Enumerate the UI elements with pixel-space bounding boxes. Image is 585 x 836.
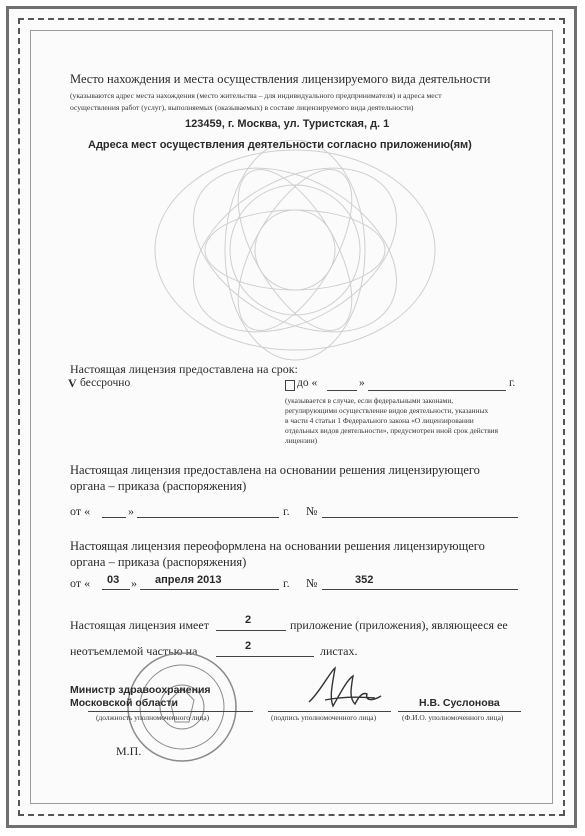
appendix-count: 2 (245, 614, 252, 626)
appendix-sheets: 2 (245, 640, 252, 652)
grant-from: от « (70, 504, 91, 518)
term-note-line: лицензии) (285, 436, 318, 445)
seal-mark: М.П. (116, 744, 142, 758)
until-checkbox (285, 380, 295, 391)
appendix-line2-prefix: неотъемлемой частью на (70, 644, 198, 658)
term-note-line: отдельных видов деятельности», предусмотрен иной срок действия (285, 426, 499, 435)
until-day-line (327, 390, 357, 391)
reissue-number-line (322, 589, 518, 590)
reissue-day: 03 (107, 574, 120, 586)
grant-line2: органа – приказа (распоряжения) (70, 479, 247, 493)
reissue-number: 352 (355, 574, 374, 586)
until-prefix: до « (297, 377, 318, 389)
until-quote-close: » (359, 377, 365, 389)
term-note-line: (указывается в случае, если федеральными законами, (285, 396, 454, 405)
signature-line (268, 711, 391, 712)
location-note-line2: осуществления работ (услуг), выполняемых (оказываемых) в составе лицензируемого вида деятельности) (70, 103, 414, 112)
name-line (398, 711, 521, 712)
appendix-suffix: приложение (приложения), являющееся ее (290, 618, 508, 632)
reissue-year-suffix: г. (283, 576, 290, 590)
indefinite-checkmark: V (68, 376, 77, 390)
until-date-line (368, 390, 506, 391)
grant-year-suffix: г. (283, 504, 290, 518)
term-note-line: в части 4 статьи 1 Федерального закона «О лицензировании (285, 416, 474, 425)
grant-date-line (137, 517, 279, 518)
appendix-line2-suffix: листах. (320, 644, 358, 658)
location-note-line1: (указываются адрес места нахождения (место жительства – для индивидуального предпринимателя) и адреса мест (70, 91, 442, 100)
grant-line1: Настоящая лицензия предоставлена на основании решения лицензирующего (70, 463, 480, 477)
reissue-number-sign: № (306, 576, 318, 590)
position-note: (должность уполномоченного лица) (96, 713, 210, 722)
reissue-line1: Настоящая лицензия переоформлена на основании решения лицензирующего (70, 539, 485, 553)
grant-day-line (102, 517, 126, 518)
reissue-from: от « (70, 576, 91, 590)
guilloche-rosette-decoration (140, 140, 450, 370)
indefinite-label: бессрочно (80, 377, 131, 389)
name-note: (Ф.И.О. уполномоченного лица) (402, 713, 504, 722)
activity-addresses: Адреса мест осуществления деятельности согласно приложению(ям) (88, 139, 472, 151)
handwritten-signature (305, 662, 385, 712)
appendix-prefix: Настоящая лицензия имеет (70, 618, 209, 632)
grant-number-line (322, 517, 518, 518)
position-line (88, 711, 253, 712)
grant-quote-close: » (128, 504, 134, 518)
until-year-suffix: г. (509, 377, 516, 389)
term-note-line: регулирующими осуществление видов деятельности, указанных (285, 406, 489, 415)
reissue-date-line (140, 589, 279, 590)
organization-address: 123459, г. Москва, ул. Туристская, д. 1 (185, 118, 390, 130)
reissue-line2: органа – приказа (распоряжения) (70, 555, 247, 569)
location-heading: Место нахождения и места осуществления лицензируемого вида деятельности (70, 72, 491, 86)
reissue-month-year: апреля 2013 (155, 574, 222, 586)
signer-position-line2: Московской области (70, 697, 178, 709)
reissue-quote-close: » (131, 576, 137, 590)
signer-position-line1: Министр здравоохранения (70, 684, 211, 696)
reissue-day-line (102, 589, 130, 590)
term-heading: Настоящая лицензия предоставлена на срок: (70, 362, 298, 376)
signature-note: (подпись уполномоченного лица) (271, 713, 377, 722)
appendix-count-line (216, 630, 286, 631)
term-note (285, 396, 521, 446)
signer-name: Н.В. Суслонова (419, 697, 500, 709)
grant-number-sign: № (306, 504, 318, 518)
